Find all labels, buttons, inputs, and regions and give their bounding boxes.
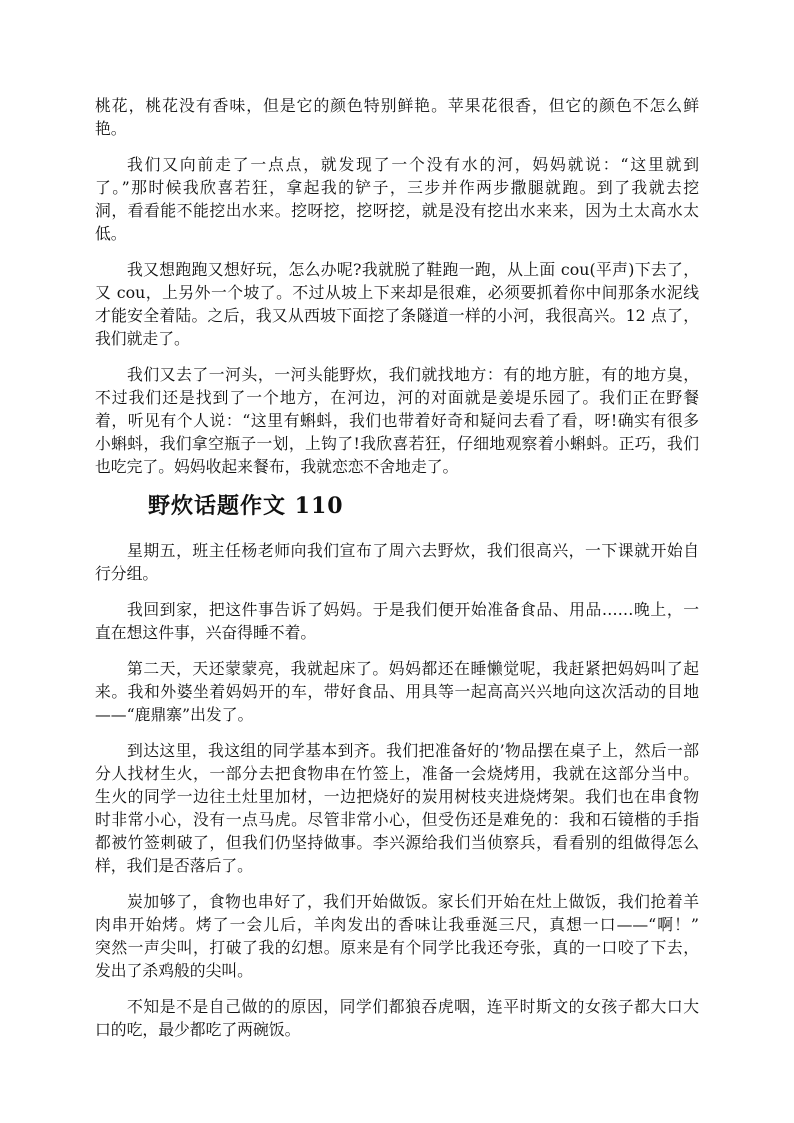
- text-line: 分人找材生火，一部分去把食物串在竹签上，准备一会烧烤用，我就在这部分当中。: [95, 764, 699, 783]
- text-line: 了。”那时候我欣喜若狂，拿起我的铲子，三步并作两步撒腿就跑。到了我就去挖: [95, 178, 699, 197]
- text-line: 炭加够了，食物也串好了，我们开始做饭。家长们开始在灶上做饭，我们抢着羊: [127, 892, 699, 911]
- text-line: 都被竹签刺破了，但我们仍坚持做事。李兴源给我们当侦察兵，看看别的组做得怎么: [95, 833, 699, 852]
- paragraph: [95, 539, 699, 585]
- paragraph: [95, 890, 699, 982]
- text-line: 艳。: [95, 119, 127, 138]
- text-line: 小蝌蚪，我们拿空瓶子一划，上钩了!我欣喜若狂，仔细地观察着小蝌蚪。正巧，我们: [95, 434, 699, 453]
- essay-heading: 野炊话题作文 110: [148, 493, 344, 519]
- text-line: 行分组。: [95, 564, 159, 583]
- text-line: 低。: [95, 224, 127, 243]
- text-line: 我们又向前走了一点点，就发现了一个没有水的河，妈妈就说：“这里就到: [127, 155, 699, 174]
- text-line: 我们就走了。: [95, 329, 190, 348]
- text-line: 直在想这件事，兴奋得睡不着。: [95, 623, 317, 642]
- paragraph: [95, 363, 699, 478]
- text-line: 桃花，桃花没有香味，但是它的颜色特别鲜艳。苹果花很香，但它的颜色不怎么鲜: [95, 96, 699, 115]
- text-line: 样，我们是否落后了。: [95, 856, 253, 875]
- text-line: 肉串开始烤。烤了一会儿后，羊肉发出的香味让我垂涎三尺，真想一口——“啊！”: [95, 915, 699, 934]
- text-line: 洞，看看能不能挖出水来。挖呀挖，挖呀挖，就是没有挖出水来来，因为土太高水太: [95, 201, 699, 220]
- text-line: 时非常小心，没有一点马虎。尽管非常小心，但受伤还是难免的：我和石镜楷的手指: [95, 810, 699, 829]
- text-line: 星期五，班主任杨老师向我们宣布了周六去野炊，我们很高兴，一下课就开始自: [127, 541, 699, 560]
- text-line: 我又想跑跑又想好玩，怎么办呢?我就脱了鞋跑一跑，从上面 cou(平声)下去了，: [127, 260, 699, 279]
- text-line: 着，听见有个人说：“这里有蝌蚪，我们也带着好奇和疑问去看了看，呀!确实有很多: [95, 411, 699, 430]
- text-line: 我们又去了一河头，一河头能野炊，我们就找地方：有的地方脏，有的地方臭，: [127, 365, 699, 384]
- text-line: 口的吃，最少都吃了两碗饭。: [95, 1020, 301, 1039]
- text-line: 才能安全着陆。之后，我又从西坡下面挖了条隧道一样的小河，我很高兴。12 点了，: [95, 306, 699, 325]
- paragraph: [95, 995, 699, 1041]
- text-line: 第二天，天还蒙蒙亮，我就起床了。妈妈都还在睡懒觉呢，我赶紧把妈妈叫了起: [127, 659, 699, 678]
- text-line: 也吃完了。妈妈收起来餐布，我就恋恋不舍地走了。: [95, 457, 459, 476]
- text-line: 突然一声尖叫，打破了我的幻想。原来是有个同学比我还夸张，真的一口咬了下去，: [95, 938, 699, 957]
- text-line: 发出了杀鸡般的尖叫。: [95, 961, 253, 980]
- paragraph: [95, 657, 699, 726]
- section-before-heading: [95, 94, 699, 478]
- text-line: 到达这里，我这组的同学基本到齐。我们把准备好的’物品摆在桌子上，然后一部: [127, 741, 699, 760]
- text-line: 生火的同学一边往土灶里加材，一边把烧好的炭用树枝夹进烧烤架。我们也在串食物: [95, 787, 699, 806]
- text-line: ——“鹿鼎寨”出发了。: [95, 705, 254, 724]
- text-line: 我回到家，把这件事告诉了妈妈。于是我们便开始准备食品、用品……晚上，一: [127, 600, 699, 619]
- paragraph: [95, 153, 699, 245]
- text-line: 又 cou，上另外一个坡了。不过从坡上下来却是很难，必须要抓着你中间那条水泥线: [95, 283, 699, 302]
- paragraph: [95, 598, 699, 644]
- paragraph: [95, 739, 699, 877]
- text-line: 来。我和外婆坐着妈妈开的车，带好食品、用具等一起高高兴兴地向这次活动的目地: [95, 682, 699, 701]
- paragraph: [95, 94, 699, 140]
- document-body: [95, 94, 699, 1054]
- text-line: 不过我们还是找到了一个地方，在河边，河的对面就是姜堤乐园了。我们正在野餐: [95, 388, 699, 407]
- section-after-heading: [95, 539, 699, 1041]
- text-line: 不知是不是自己做的的原因，同学们都狼吞虎咽，连平时斯文的女孩子都大口大: [127, 997, 699, 1016]
- paragraph: [95, 258, 699, 350]
